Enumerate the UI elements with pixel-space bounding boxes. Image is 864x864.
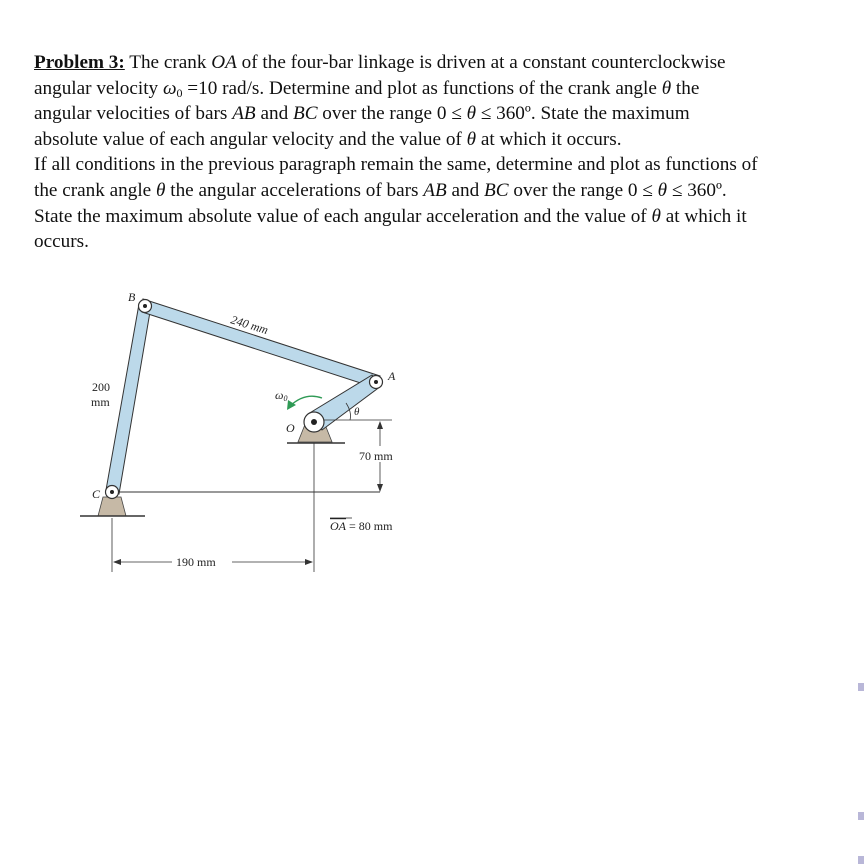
- problem-line-4: [34, 127, 860, 153]
- problem-line-8: occurs.: [34, 231, 89, 253]
- problem-line-2: [34, 76, 860, 102]
- dim-bc-value: 200: [92, 380, 110, 394]
- var-theta: θ: [651, 205, 661, 227]
- var-ab: AB: [423, 179, 447, 201]
- edge-mark: [858, 856, 864, 864]
- pin-a: [370, 376, 383, 389]
- problem-line-7: [34, 204, 860, 230]
- var-theta: θ: [466, 128, 477, 150]
- problem-line-5: If all conditions in the previous paragraph remain the same, determine and plot as functions of: [34, 154, 758, 176]
- ground-support-c: [80, 497, 145, 516]
- edge-mark: [858, 683, 864, 691]
- var-ab: AB: [232, 103, 256, 125]
- text-run: of the four-bar linkage is driven at a constant counterclockwise: [236, 52, 726, 73]
- pin-b: [139, 300, 152, 313]
- dim-horizontal-label: 190 mm: [176, 555, 216, 569]
- var-theta: θ: [661, 77, 672, 99]
- text-run: The crank: [124, 52, 212, 73]
- var-bc: BC: [484, 179, 509, 201]
- linkage-figure: [0, 270, 864, 590]
- note-oa-symbol: OA: [330, 519, 346, 533]
- dim-ab-label: 240 mm: [229, 312, 270, 338]
- link-ab: [142, 299, 380, 388]
- var-bc: BC: [292, 103, 318, 125]
- dim-70-arrow-top: [377, 421, 383, 429]
- dim-bc-unit: mm: [91, 395, 110, 409]
- var-omega-sub: 0: [176, 85, 183, 100]
- text-run: State the maximum absolute value of each angular acceleration and the value of: [34, 205, 652, 227]
- text-run: over the range 0 ≤: [508, 179, 658, 201]
- label-omega-symbol: ω: [275, 388, 284, 402]
- text-run: ≤ 360º. State the maximum: [476, 103, 690, 125]
- problem-line-1: [34, 50, 860, 76]
- dim-190-arrow-left: [113, 559, 121, 565]
- text-run: at which it occurs.: [476, 128, 622, 150]
- text-run: angular velocity: [34, 77, 163, 99]
- var-oa: OA: [211, 52, 237, 73]
- text-run: at which it: [660, 205, 747, 227]
- var-theta: θ: [156, 179, 166, 201]
- dim-70-arrow-bottom: [377, 484, 383, 492]
- text-run: absolute value of each angular velocity and the value of: [34, 128, 467, 150]
- dim-vertical-label: 70 mm: [359, 449, 393, 463]
- problem-statement: [34, 50, 860, 255]
- pin-o: [304, 412, 324, 432]
- var-theta: θ: [466, 103, 476, 125]
- var-theta: θ: [657, 179, 668, 201]
- problem-title: Problem 3:: [34, 52, 125, 73]
- label-a: A: [388, 369, 396, 383]
- text-run: the angular accelerations of bars: [165, 179, 424, 201]
- label-b: B: [128, 290, 136, 304]
- text-run: and: [255, 103, 293, 125]
- text-run: the crank angle: [34, 179, 156, 201]
- text-run: and: [446, 179, 485, 201]
- label-omega: [275, 388, 287, 403]
- var-omega: ω: [162, 77, 177, 99]
- pin-c: [106, 486, 119, 499]
- edge-mark: [858, 812, 864, 820]
- problem-line-6: [34, 178, 860, 204]
- label-c: C: [92, 487, 101, 501]
- label-o: O: [286, 421, 295, 435]
- label-omega-sub: 0: [283, 394, 288, 403]
- text-run: =10 rad/s. Determine and plot as functions of the crank angle: [182, 77, 662, 99]
- text-run: ≤ 360º.: [667, 179, 727, 201]
- note-oa: [330, 519, 393, 533]
- text-run: angular velocities of bars: [34, 103, 233, 125]
- text-run: the: [671, 77, 700, 99]
- link-bc: [106, 304, 151, 494]
- problem-line-3: [34, 101, 860, 127]
- note-oa-value: = 80 mm: [346, 519, 393, 533]
- dim-190-arrow-right: [305, 559, 313, 565]
- text-run: over the range 0 ≤: [317, 103, 467, 125]
- label-theta: θ: [354, 406, 360, 418]
